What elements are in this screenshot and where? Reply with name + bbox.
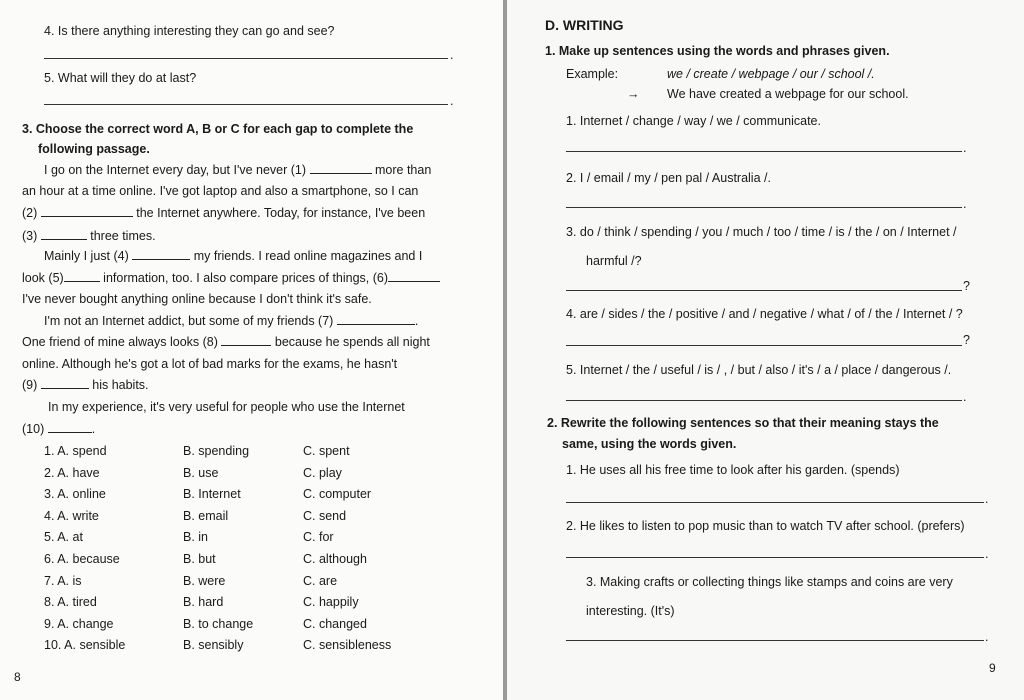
option-c: C. for <box>303 530 334 545</box>
right-page: D. WRITING 1. Make up sentences using the words and phrases given. Example: we / create / webpage / our / school /. → We have created a webpage for our school. 1. Internet / change / way / we / communicate. . 2. I / email / my / pen pal / Australia /. . 3. do / think / spending / you / much / too / time / is / the / on / Internet / harmful /? ? 4. are / sides / the / positive / and / negative / what / of / the / Internet / ? ? 5. Internet / the / useful / is / , / but / also / it's / a / place / dangerous /. . 2. Rewrite the following sentences so that their meaning stays the same, using the words given. 1. He uses all his free time to look after his garden. (spends) . 2. He likes to listen to pop music than to watch TV after school. (prefers) . 3. Making crafts or collecting things like stamps and coins are very interesting. (It's) . 9 <box>507 0 1024 700</box>
option-b: B. Internet <box>183 487 241 502</box>
option-c: C. computer <box>303 487 372 502</box>
option-c: C. although <box>303 552 367 566</box>
answer-line <box>566 502 984 503</box>
option-a: 5. A. at <box>44 530 83 545</box>
answer-line <box>566 400 962 401</box>
option-a: 4. A. write <box>44 508 99 523</box>
option-c: C. changed <box>303 616 367 631</box>
example-label: Example: <box>566 67 619 81</box>
passage-line: (10) . <box>22 422 96 436</box>
question-4: 4. Is there anything interesting they can go and see? <box>44 24 335 38</box>
passage-line: (2) the Internet anywhere. Today, for instance, I've been <box>22 206 426 220</box>
answer-line <box>566 207 962 208</box>
exercise-2-title: 2. Rewrite the following sentences so that their meaning stays the <box>547 416 939 430</box>
item-3: 3. do / think / spending / you / much / too / time / is / the / on / Internet / <box>566 225 957 239</box>
passage-line: (3) three times. <box>22 229 156 243</box>
option-c: C. play <box>303 465 342 480</box>
left-page: 4. Is there anything interesting they can go and see? . 5. What will they do at last? . 3. Choose the correct word A, B or C for each gap to complete the following passage. I go on the Internet every day, but I've never (1) more than an hour at a time online. I've got laptop and also a smartphone, so I can (2) the Internet anywhere. Today, for instance, I've been (3) three times. Mainly I just (4) my friends. I read online magazines and I look (5) information, too. I also compare prices of things, (6) I've never bought anything online because I don't think it's safe. I'm not an Internet addict, but some of my friends (7) . One friend of mine always looks (8) because he spends all night online. Although he's got a lot of bad marks for the exams, he hasn't (9) his habits. In my experience, it's very useful for people who use the Internet (10) . 1. A. spend B. spending C. spent 2. A. have B. use C. play 3. A. online B. Internet C. computer 4. A. write B. email C. send 5. A. at B. in C. for 6. A. because B. but C. although 7. A. is B. were C. are 8. A. tired B. hard C. happily 9. A. change B. to change C. changed 10. A. sensible B. sensibly C. sensibleness 8 <box>0 0 503 700</box>
passage-line: Mainly I just (4) my friends. I read online magazines and I <box>44 249 423 263</box>
option-a: 6. A. because <box>44 552 120 566</box>
passage-line: I've never bought anything online because I don't think it's safe. <box>22 292 372 306</box>
question-5: 5. What will they do at last? <box>44 71 197 85</box>
option-c: C. send <box>303 508 347 523</box>
item-3-cont: harmful /? <box>586 254 642 268</box>
rewrite-3: 3. Making crafts or collecting things like stamps and coins are very <box>586 575 953 589</box>
answer-line <box>566 557 984 558</box>
page-number: 8 <box>14 670 21 684</box>
option-b: B. hard <box>183 595 224 610</box>
item-5: 5. Internet / the / useful / is / , / but / also / it's / a / place / dangerous /. <box>566 363 952 377</box>
answer-line <box>566 151 962 152</box>
option-a: 7. A. is <box>44 573 82 588</box>
option-a: 8. A. tired <box>44 595 97 610</box>
answer-line <box>566 640 984 641</box>
option-b: B. sensibly <box>183 638 244 653</box>
option-b: B. use <box>183 465 219 480</box>
answer-line <box>566 290 962 291</box>
exercise-1-title: 1. Make up sentences using the words and phrases given. <box>545 44 890 58</box>
passage-line: look (5) information, too. I also compare prices of things, (6) <box>22 270 440 286</box>
option-a: 2. A. have <box>44 465 100 480</box>
rewrite-3-cont: interesting. (It's) <box>586 604 675 618</box>
option-b: B. were <box>183 573 226 588</box>
option-b: B. email <box>183 508 229 523</box>
item-4: 4. are / sides / the / positive / and / negative / what / of / the / Internet / ? <box>566 307 963 321</box>
option-a: 9. A. change <box>44 616 114 631</box>
option-a: 10. A. sensible <box>44 638 126 653</box>
passage-line: (9) his habits. <box>22 378 149 392</box>
passage-line: In my experience, it's very useful for people who use the Internet <box>48 400 405 414</box>
arrow-icon: → <box>627 87 640 101</box>
exercise-2-title-cont: same, using the words given. <box>562 437 737 451</box>
passage-line: I'm not an Internet addict, but some of my friends (7) . <box>44 314 419 328</box>
section-3-title: 3. Choose the correct word A, B or C for each gap to complete the <box>22 122 414 136</box>
example-answer: We have created a webpage for our school. <box>667 87 909 101</box>
example-prompt: we / create / webpage / our / school /. <box>667 67 875 81</box>
rewrite-2: 2. He likes to listen to pop music than to watch TV after school. (prefers) <box>566 519 965 533</box>
answer-line-5 <box>44 104 448 105</box>
option-c: C. spent <box>303 444 350 458</box>
section-3-title-cont: following passage. <box>38 142 150 156</box>
option-c: C. are <box>303 573 338 588</box>
item-1: 1. Internet / change / way / we / communicate. <box>566 114 821 128</box>
passage-line: an hour at a time online. I've got laptop and also a smartphone, so I can <box>22 184 419 198</box>
answer-line <box>566 345 962 346</box>
option-b: B. spending <box>183 444 250 458</box>
option-b: B. in <box>183 530 209 545</box>
passage-line: I go on the Internet every day, but I've never (1) more than <box>44 163 432 177</box>
passage-line: One friend of mine always looks (8) because he spends all night <box>22 335 430 349</box>
section-heading: D. WRITING <box>545 17 624 33</box>
option-c: C. sensibleness <box>303 638 392 653</box>
item-2: 2. I / email / my / pen pal / Australia /. <box>566 171 771 185</box>
option-a: 1. A. spend <box>44 444 107 458</box>
option-b: B. to change <box>183 616 254 631</box>
page-number: 9 <box>989 661 996 675</box>
rewrite-1: 1. He uses all his free time to look after his garden. (spends) <box>566 463 900 477</box>
answer-line-4 <box>44 58 448 59</box>
passage-line: online. Although he's got a lot of bad marks for the exams, he hasn't <box>22 357 398 371</box>
option-b: B. but <box>183 552 216 566</box>
option-a: 3. A. online <box>44 487 106 502</box>
option-c: C. happily <box>303 595 359 610</box>
